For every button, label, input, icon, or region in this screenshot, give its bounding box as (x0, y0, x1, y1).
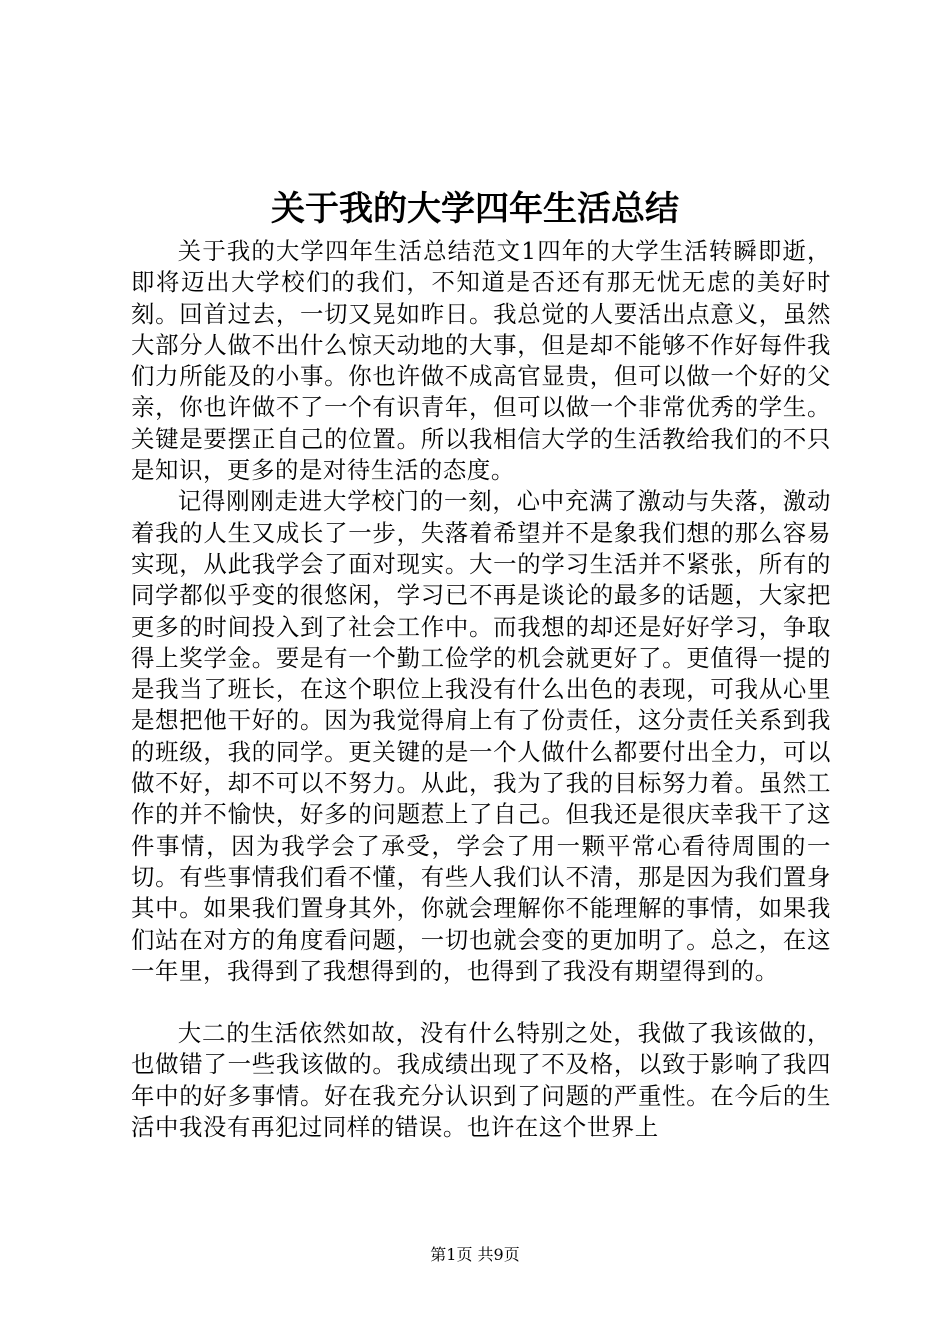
page-indicator: 第1页 共9页 (430, 1245, 520, 1264)
paragraph-2: 记得刚刚走进大学校门的一刻，心中充满了激动与失落，激动着我的人生又成长了一步，失落着希望并不是象我们想的那么容易实现，从此我学会了面对现实。大一的学习生活并不紧张，所有的同学都似乎变的很悠闲，学习已不再是谈论的最多的话题，大家把更多的时间投入到了社会工作中。而我想的却还是好好学习，争取得上奖学金。要是有一个勤工俭学的机会就更好了。更值得一提的是我当了班长，在这个职位上我没有什么出色的表现，可我从心里是想把他干好的。因为我觉得肩上有了份责任，这分责任关系到我的班级，我的同学。更关键的是一个人做什么都要付出全力，可以做不好，却不可以不努力。从此，我为了我的目标努力着。虽然工作的并不愉快，好多的问题惹上了自己。但我还是很庆幸我干了这件事情，因为我学会了承受，学会了用一颗平常心看待周围的一切。有些事情我们看不懂，有些人我们认不清，那是因为我们置身其中。如果我们置身其外，你就会理解你不能理解的事情，如果我们站在对方的角度看问题，一切也就会变的更加明了。总之，在这一年里，我得到了我想得到的，也得到了我没有期望得到的。 (131, 487, 831, 985)
page-title: 关于我的大学四年生活总结 (271, 189, 679, 229)
page-footer (0, 1243, 950, 1267)
paragraph-3: 大二的生活依然如故，没有什么特别之处，我做了我该做的，也做错了一些我该做的。我成绩出现了不及格，以致于影响了我四年中的好多事情。好在我充分认识到了问题的严重性。在今后的生活中我没有再犯过同样的错误。也许在这个世界上 (131, 1019, 831, 1142)
document-body (131, 236, 831, 1143)
paragraph-1: 关于我的大学四年生活总结范文1四年的大学生活转瞬即逝，即将迈出大学校们的我们，不知道是否还有那无忧无虑的美好时刻。回首过去，一切又晃如昨日。我总觉的人要活出点意义，虽然大部分人做不出什么惊天动地的大事，但是却不能够不作好每件我们力所能及的小事。你也许做不成高官显贵，但可以做一个好的父亲，你也许做不了一个有识青年，但可以做一个非常优秀的学生。关键是要摆正自己的位置。所以我相信大学的生活教给我们的不只是知识，更多的是对待生活的态度。 (131, 237, 831, 485)
